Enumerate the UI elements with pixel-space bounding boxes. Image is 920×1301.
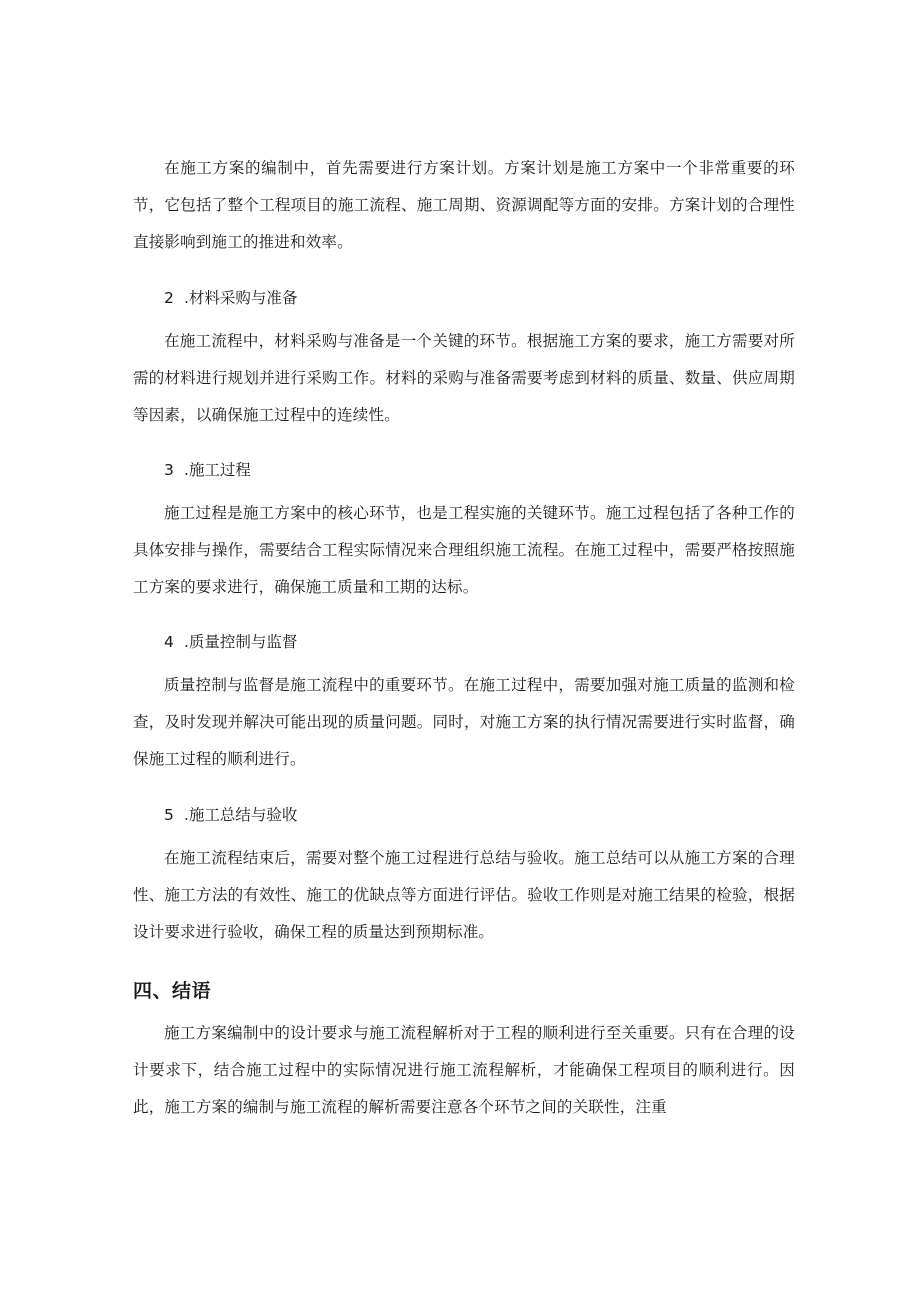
section-3-heading — [133, 458, 795, 482]
section-5-body — [133, 840, 795, 951]
section-title: .质量控制与监督 — [184, 633, 298, 651]
conclusion-body — [133, 1015, 795, 1126]
section-number: 2 — [164, 289, 174, 307]
section-2-heading — [133, 286, 795, 310]
conclusion-paragraph: 施工方案编制中的设计要求与施工流程解析对于工程的顺利进行至关重要。只有在合理的设计要求下，结合施工过程中的实际情况进行施工流程解析，才能确保工程项目的顺利进行。因此，施工方案的编制与施工流程的解析需要注意各个环节之间的关联性，注重 — [133, 1024, 795, 1116]
section-paragraph: 在施工流程中，材料采购与准备是一个关键的环节。根据施工方案的要求，施工方需要对所需的材料进行规划并进行采购工作。材料的采购与准备需要考虑到材料的质量、数量、供应周期等因素，以确保施工过程中的连续性。 — [133, 332, 795, 424]
intro-block — [133, 150, 795, 261]
section-title: .材料采购与准备 — [184, 289, 298, 307]
section-3-body — [133, 495, 795, 606]
section-4-heading — [133, 630, 795, 654]
section-number: 4 — [164, 633, 174, 651]
conclusion-heading: 四、结语 — [133, 980, 212, 1002]
section-paragraph: 施工过程是施工方案中的核心环节，也是工程实施的关键环节。施工过程包括了各种工作的具体安排与操作，需要结合工程实际情况来合理组织施工流程。在施工过程中，需要严格按照施工方案的要求进行，确保施工质量和工期的达标。 — [133, 504, 795, 596]
section-title: .施工总结与验收 — [184, 806, 298, 824]
section-number: 5 — [164, 806, 174, 824]
intro-paragraph: 在施工方案的编制中，首先需要进行方案计划。方案计划是施工方案中一个非常重要的环节，它包括了整个工程项目的施工流程、施工周期、资源调配等方面的安排。方案计划的合理性直接影响到施工的推进和效率。 — [133, 159, 795, 251]
section-number: 3 — [164, 461, 174, 479]
section-4-body — [133, 667, 795, 778]
conclusion-heading-block — [133, 977, 795, 1005]
section-paragraph: 在施工流程结束后，需要对整个施工过程进行总结与验收。施工总结可以从施工方案的合理性、施工方法的有效性、施工的优缺点等方面进行评估。验收工作则是对施工结果的检验，根据设计要求进行验收，确保工程的质量达到预期标准。 — [133, 849, 795, 941]
section-5-heading — [133, 803, 795, 827]
section-title: .施工过程 — [184, 461, 251, 479]
section-2-body — [133, 323, 795, 434]
section-paragraph: 质量控制与监督是施工流程中的重要环节。在施工过程中，需要加强对施工质量的监测和检查，及时发现并解决可能出现的质量问题。同时，对施工方案的执行情况需要进行实时监督，确保施工过程的顺利进行。 — [133, 676, 795, 768]
